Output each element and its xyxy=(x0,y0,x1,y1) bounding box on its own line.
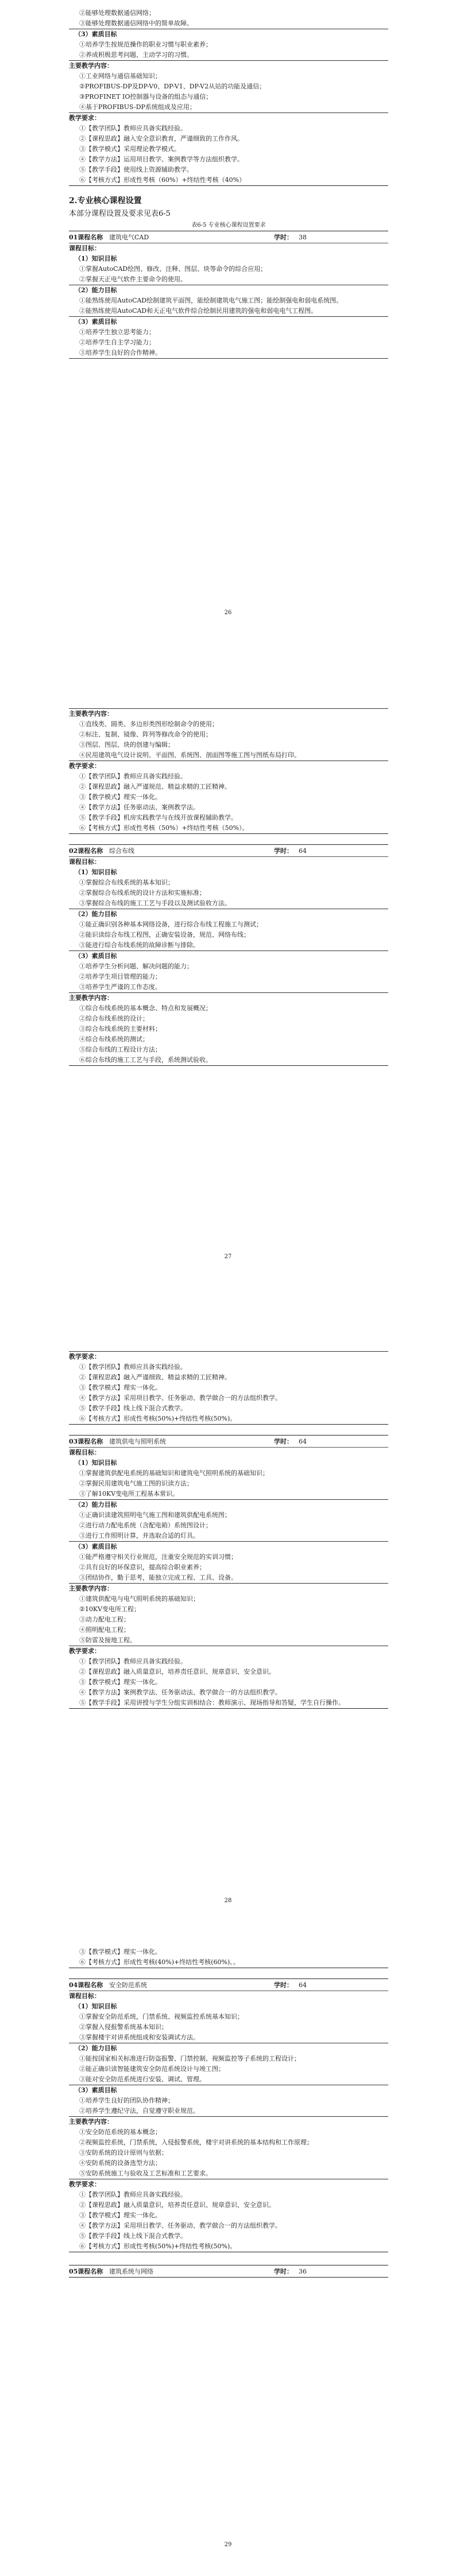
text-line: ③了解10KV变电所工程基本常识。 xyxy=(69,1489,388,1500)
main-content-heading: 主要教学内容： xyxy=(69,62,113,69)
ability-goal-heading: （2）能力目标 xyxy=(75,910,117,918)
text-line: ④【教学方法】案例教学法、任务驱动法、教学做合一的方法组织教学。 xyxy=(79,1689,281,1696)
page-28-content xyxy=(69,1351,388,1709)
text-line: ④照明配电工程； xyxy=(79,1626,130,1634)
quality-goal-heading: （3）素质目标 xyxy=(75,1543,117,1550)
page-29-content xyxy=(69,1947,388,2278)
quality-goal-heading: （3）素质目标 xyxy=(75,318,117,325)
page-28 xyxy=(0,1288,456,1932)
text-line: ③动力配电工程； xyxy=(79,1616,130,1623)
course-name: 建筑系统与网络 xyxy=(109,2268,153,2275)
text-line: ②掌握入侵报警系统基本知识； xyxy=(79,2023,168,2031)
text-line: ③进行工作照明计算，并选取合适的灯具。 xyxy=(69,1531,388,1542)
text-line: ①培养学生按规范操作的职业习惯与职业素养； xyxy=(79,41,212,48)
text-line: ①【教学团队】教师应具备实践经验。 xyxy=(79,1658,187,1665)
course-code: 01课程名称 xyxy=(69,234,103,241)
quality-goal-heading: （3）素质目标 xyxy=(75,952,117,960)
hours-label: 学时： xyxy=(274,234,293,241)
text-line: ②具有良好的环保意识，提高综合职业素养； xyxy=(79,1564,206,1571)
text-line: ④【教学方法】任务驱动法、案例教学法。 xyxy=(79,804,199,811)
text-line: ③PROFINET IO控制器与设备的组态与通信； xyxy=(79,93,212,100)
page-26-content xyxy=(69,8,388,359)
text-line: ③培养学生良好的合作精神。 xyxy=(69,348,388,359)
text-line: ③能对安全防范系统进行安装、调试、管理。 xyxy=(69,2074,388,2085)
text-line: ②【课程思政】融入安全意识教育，严谨细致的工作作风。 xyxy=(79,135,244,142)
quality-goal-heading: （3）素质目标 xyxy=(75,30,117,38)
section-subtitle: 本部分课程设置及要求见表6-5 xyxy=(69,210,171,218)
text-line: ①【教学团队】教师应具备实践经验。 xyxy=(79,1363,187,1371)
text-line: ⑤【教学手段】线上线下混合式教学。 xyxy=(79,2232,187,2240)
text-line: ④【教学方法】运用项目教学、案例教学等方法组织教学。 xyxy=(79,156,244,163)
page-27 xyxy=(0,644,456,1288)
text-line: ①培养学生分析问题、解决问题的能力； xyxy=(79,963,193,970)
text-line: ⑥综合布线的施工工艺与手段，系统测试验收。 xyxy=(69,1055,388,1066)
text-line: ⑤综合布线的工程设计方法； xyxy=(79,1046,161,1053)
page-27-content xyxy=(69,708,388,1066)
text-line: ①培养学生独立思考能力； xyxy=(79,328,155,336)
text-line: ⑥【考核方式】形成性考核(50%)+终结性考核(50%)。 xyxy=(69,1414,388,1425)
text-line: ②【课程思政】融入质量意识，培养责任意识、规章意识、安全意识。 xyxy=(79,2201,275,2209)
course-header xyxy=(69,2265,388,2278)
course-name: 综合布线 xyxy=(109,847,134,855)
text-line: ⑤防雷及接地工程。 xyxy=(69,1635,388,1646)
hours-label: 学时： xyxy=(274,847,293,855)
text-line: ①能按国家相关标准进行防盗报警、门禁控制、视频监控等子系统的工程设计； xyxy=(79,2055,300,2062)
main-content-heading: 主要教学内容： xyxy=(69,994,113,1002)
text-line: ③安防系统的设计原则与依据； xyxy=(79,2149,168,2156)
text-line: ⑥【考核方式】形成性考核（50%）+终结性考核（50%）。 xyxy=(69,823,388,834)
text-line: ②【课程思政】融入质量意识，培养责任意识、规章意识、安全意识。 xyxy=(79,1668,275,1675)
course-hours: 38 xyxy=(299,233,307,241)
text-line: ①【教学团队】教师应具备实践经验。 xyxy=(79,773,187,780)
text-line: ②掌握民用建筑电气施工图的识读方法； xyxy=(79,1480,193,1487)
text-line: ②能识读综合布线工程图，正确安装设备，规范、网络布线； xyxy=(79,931,250,938)
course-name: 建筑电气CAD xyxy=(109,234,149,241)
course-code: 05课程名称 xyxy=(69,2268,103,2275)
text-line: ①能熟练使用AutoCAD绘制建筑平面图，能绘制建筑电气施工图；能绘制强电和弱电系统图。 xyxy=(79,297,343,304)
ability-goal-heading: （2）能力目标 xyxy=(75,286,117,294)
text-line: ①正确识读建筑照明电气施工图和建筑供配电系统图； xyxy=(79,1511,231,1519)
course-hours: 64 xyxy=(299,1437,307,1445)
text-line: ③团结协作，勤于思考，能独立完成工程、工具、设备。 xyxy=(69,1573,388,1584)
text-line: ③【教学模式】理实一体化。 xyxy=(79,2212,161,2219)
hours-label: 学时： xyxy=(274,1438,293,1445)
knowledge-goal-heading: （1）知识目标 xyxy=(75,2003,117,2010)
ability-goal-heading: （2）能力目标 xyxy=(75,1501,117,1508)
text-line: ①能严格遵守相关行业规范，注重安全规范的实训习惯； xyxy=(79,1553,237,1561)
text-line: ③综合布线系统的主要材料； xyxy=(79,1025,161,1033)
course-code: 04课程名称 xyxy=(69,1981,103,1989)
course-code: 02课程名称 xyxy=(69,847,103,855)
text-line: ⑤【教学手段】使用线上资源辅助教学。 xyxy=(79,166,193,173)
text-line: ①掌握AutoCAD绘图、修改、注释、图层、块等命令的综合应用； xyxy=(79,265,267,273)
text-line: ②养成积极思考问题、主动学习的习惯。 xyxy=(69,50,388,61)
page-number: 27 xyxy=(224,1254,232,1260)
text-line: ②标注、复制、镜像、阵列等修改命令的使用； xyxy=(79,731,212,738)
page-29 xyxy=(0,1932,456,2576)
text-line: ②视频监控系统，门禁系统，入侵报警系统，楼宇对讲系统的基本结构和工作原理； xyxy=(79,2139,313,2146)
course-header xyxy=(69,1978,388,1991)
text-line: ①掌握综合布线系统的基本知识； xyxy=(79,879,174,886)
text-line: ③【教学模式】理实一体化。 xyxy=(79,1678,161,1686)
course-hours: 36 xyxy=(299,2267,307,2275)
text-line: ①【教学团队】教师应具备实践经验。 xyxy=(79,2191,187,2198)
course-goal-heading: 课程目标： xyxy=(69,1992,101,2000)
course-hours: 64 xyxy=(299,847,307,855)
text-line: ⑥【考核方式】形成性考核(40%)+终结性考核(60%)。。 xyxy=(69,1957,388,1968)
text-line: ①建筑供配电与电气照明系统的基础知识； xyxy=(79,1595,199,1603)
text-line: ⑤【教学手段】采用讲授与学生分组实训相结合：教师演示、现场指导和答疑，学生自行操作。 xyxy=(69,1698,388,1709)
text-line: ①培养学生良好的团队协作精神； xyxy=(79,2097,174,2104)
text-line: ④综合布线系统的测试； xyxy=(79,1035,149,1043)
hours-label: 学时： xyxy=(274,1981,293,1989)
main-content-heading: 主要教学内容： xyxy=(69,2118,113,2125)
teaching-req-heading: 教学要求： xyxy=(69,762,101,770)
course-header xyxy=(69,231,388,243)
course-header xyxy=(69,1435,388,1448)
knowledge-goal-heading: （1）知识目标 xyxy=(75,255,117,262)
text-line: ④基于PROFIBUS-DP系统组成及应用； xyxy=(69,102,388,113)
text-line: ②【课程思政】融入严谨细致、精益求精的工匠精神。 xyxy=(79,1374,231,1381)
text-line: ②能够处理数据通信网络； xyxy=(79,9,155,17)
text-line: ③掌握楼宇对讲系统组成和安装调试方法。 xyxy=(69,2032,388,2043)
text-line: ②培养学生遵纪守法，自觉遵守职业规范。 xyxy=(69,2106,388,2117)
text-line: ③能够处理数据通信网络中的简单故障。 xyxy=(69,18,388,29)
text-line: ④【教学方法】采用项目教学、任务驱动、教学做合一的方法组织教学。 xyxy=(79,2222,281,2229)
course-goal-heading: 课程目标： xyxy=(69,858,101,866)
course-goal-heading: 课程目标： xyxy=(69,1449,101,1456)
page-26 xyxy=(0,0,456,644)
text-line: ③培养学生严谨的工作态度。 xyxy=(69,982,388,993)
text-line: ③【教学模式】理实一体化。 xyxy=(79,1948,161,1956)
text-line: ③掌握综合布线的施工工艺与手段以及测试验收方法。 xyxy=(69,898,388,909)
text-line: ①能正确识别各种基本网络设备，进行综合布线工程施工与测试； xyxy=(79,921,262,928)
text-line: ③能进行综合布线系统的故障诊断与排除。 xyxy=(69,940,388,951)
quality-goal-heading: （3）素质目标 xyxy=(75,2086,117,2094)
text-line: ①综合布线系统的基本概念、特点和发展概况； xyxy=(79,1004,212,1012)
text-line: ①掌握建筑供配电系统的基础知识和建筑电气照明系统的基础知识； xyxy=(79,1469,269,1477)
text-line: ②培养学生自主学习能力； xyxy=(79,339,155,346)
main-content-heading: 主要教学内容： xyxy=(69,708,388,719)
course-hours: 64 xyxy=(299,1981,307,1989)
course-header xyxy=(69,844,388,857)
text-line: ②进行动力配电系统（含配电箱）系统图设计； xyxy=(79,1522,212,1529)
text-line: ①安全防范系统的基本概念； xyxy=(79,2128,161,2136)
text-line: ①【教学团队】教师应具备实践经验。 xyxy=(79,125,187,132)
text-line: ①工业网络与通信基础知识； xyxy=(79,72,161,80)
text-line: ①直线类、圆类、多边形类图形绘制命令的使用； xyxy=(79,720,218,728)
text-line: ②掌握综合布线系统的设计方法和实施标准； xyxy=(79,889,206,897)
main-content-heading: 主要教学内容： xyxy=(69,1585,113,1592)
text-line: ④民用建筑电气设计说明、平面图、系统图、剖面图等施工图与图纸布局打印。 xyxy=(69,750,388,761)
text-line: ②能熟练使用AutoCAD和天正电气软件综合绘制民用建筑的强电和弱电电气工程图。 xyxy=(69,306,388,317)
text-line: ②掌握天正电气软件主要命令的使用。 xyxy=(69,274,388,285)
text-line: ③图层、图层、块的创建与编辑； xyxy=(79,741,174,748)
text-line: ⑤【教学手段】机房实践教学与在线开放课程辅助教学。 xyxy=(79,814,237,821)
text-line: ⑥【考核方式】形成性考核（60%）+终结性考核（40%） xyxy=(69,175,388,186)
text-line: ③【教学模式】理实一体化。 xyxy=(79,793,161,801)
teaching-req-heading: 教学要求： xyxy=(69,1351,388,1362)
text-line: ①掌握安全防范系统，门禁系统、视频监控系统基本知识； xyxy=(79,2013,244,2020)
section-title: 2.专业核心课程设置 xyxy=(69,196,142,205)
course-code: 03课程名称 xyxy=(69,1438,103,1445)
page-number: 28 xyxy=(224,1898,232,1904)
teaching-req-heading: 教学要求： xyxy=(69,114,101,122)
text-line: ②能正确识读智能建筑安全防范系统设计与竣工图； xyxy=(79,2065,225,2073)
text-line: ⑤安防系统施工与验收及工艺标准和工艺要求。 xyxy=(69,2168,388,2179)
knowledge-goal-heading: （1）知识目标 xyxy=(75,1459,117,1467)
course-name: 安全防范系统 xyxy=(109,1981,147,1989)
text-line: ②PROFIBUS-DP及DP-V0、DP-V1、DP-V2从站的功能及通信； xyxy=(79,83,266,90)
text-line: ④安防系统的设备选型方法； xyxy=(79,2159,161,2167)
text-line: ②综合布线系统的设计； xyxy=(79,1015,149,1022)
text-line: ③【教学模式】采用理论教学模式。 xyxy=(79,145,180,153)
text-line: ④【教学方法】采用项目教学、任务驱动、教学做合一的方法组织教学。 xyxy=(79,1394,281,1402)
text-line: ②培养学生项目管理的能力； xyxy=(79,973,161,980)
text-line: ⑥【考核方式】形成性考核(50%)+终结性考核(50%)。 xyxy=(69,2241,388,2252)
text-line: ②【课程思政】融入严谨规范、精益求精的工匠精神。 xyxy=(79,783,231,790)
knowledge-goal-heading: （1）知识目标 xyxy=(75,868,117,876)
teaching-req-heading: 教学要求： xyxy=(69,2181,101,2188)
hours-label: 学时： xyxy=(274,2268,293,2275)
text-line: ③【教学模式】理实一体化。 xyxy=(79,1384,161,1391)
course-goal-heading: 课程目标： xyxy=(69,245,101,252)
text-line: ⑤【教学手段】线上线下混合式教学。 xyxy=(79,1405,187,1412)
ability-goal-heading: （2）能力目标 xyxy=(75,2044,117,2052)
table-caption: 表6-5 专业核心课程设置要求 xyxy=(191,222,266,228)
teaching-req-heading: 教学要求： xyxy=(69,1647,101,1655)
page-number: 26 xyxy=(224,610,232,616)
text-line: ②10KV变电所工程； xyxy=(79,1605,141,1613)
course-name: 建筑供电与照明系统 xyxy=(109,1438,166,1445)
page-number: 29 xyxy=(224,2542,232,2548)
